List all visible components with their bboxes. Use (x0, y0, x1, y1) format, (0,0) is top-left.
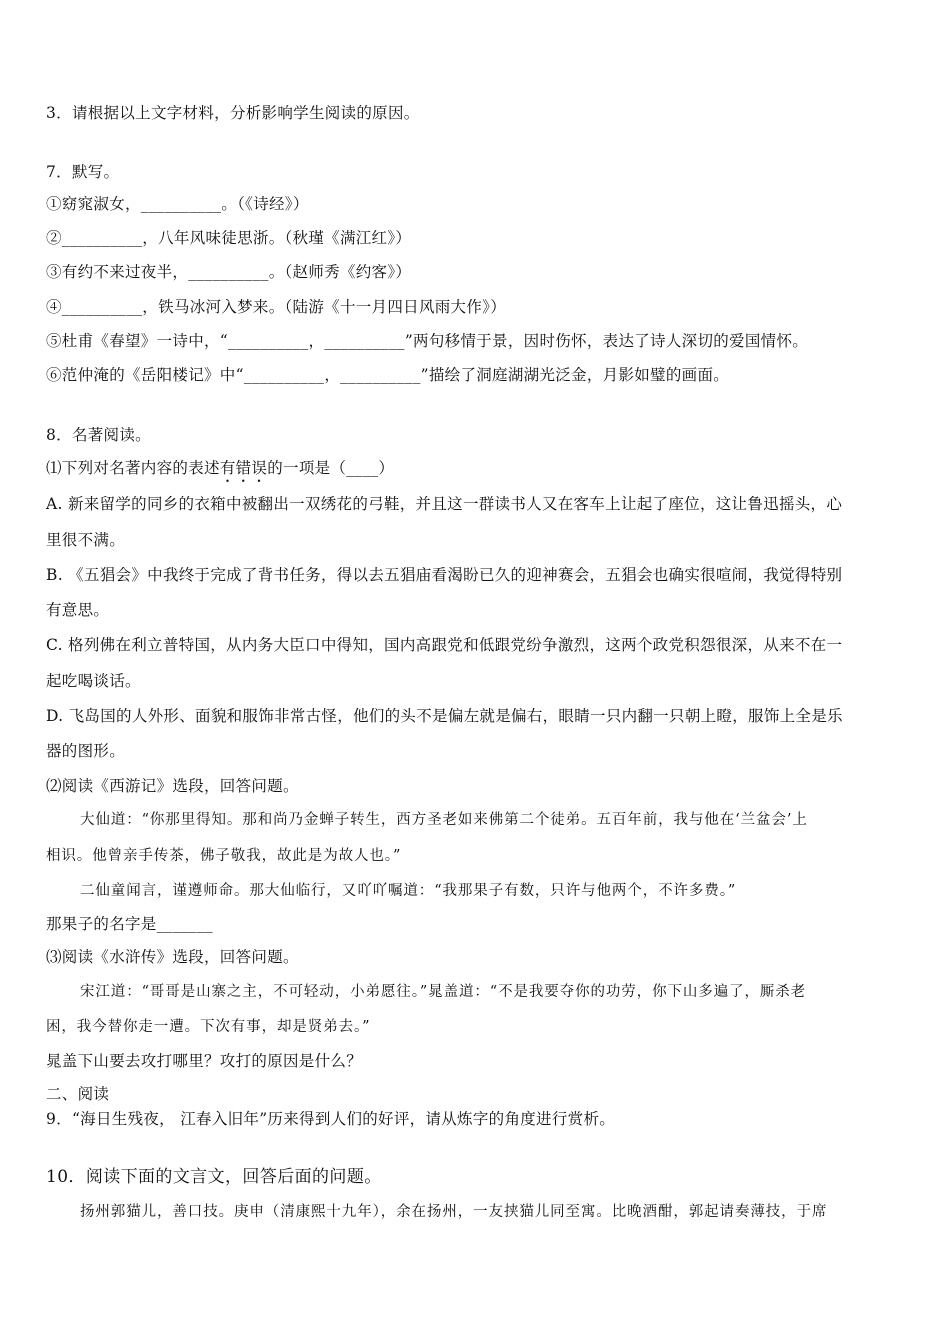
q8-option-d-line-2: 器的图形。 (46, 742, 126, 760)
q7-item-1: ①窈窕淑女，__________。（《诗经》） (46, 195, 309, 213)
q7-item-2: ②__________，八年风味徒思浙。（秋瑾《满江红》） (46, 229, 412, 247)
q8-option-c-line-1: C. 格列佛在利立普特国，从内务大臣口中得知，国内高跟党和低跟党纷争激烈，这两个政党积怨很深，从来不在一 (46, 636, 843, 654)
xiyou-excerpt-line-1: 大仙道：“你那里得知。那和尚乃金蝉子转生，西方圣老如来佛第二个徒弟。五百年前，我与他在‘兰盆会’上 (80, 812, 808, 828)
shuihu-excerpt-line-1: 宋江道：“哥哥是山寨之主，不可轻动，小弟愿往。”晁盖道：“不是我要夺你的功劳，你下山多遍了，厮杀老 (80, 984, 807, 1000)
q7-item-5: ⑤杜甫《春望》一诗中，“__________，__________”两句移情于景，因时伤怀，表达了诗人深切的爱国情怀。 (46, 332, 809, 350)
section-reading-heading: 二、阅读 (46, 1085, 110, 1103)
question-10-title: 10．阅读下面的文言文，回答后面的问题。 (46, 1167, 382, 1187)
q8-part-1-emphasis: 有错误 (219, 459, 268, 477)
shuihu-excerpt-line-2: 困，我今替你走一遭。下次有事，却是贤弟去。” (46, 1019, 371, 1035)
xiyou-excerpt-line-2: 相识。他曾亲手传茶，佛子敬我，故此是为故人也。” (46, 848, 402, 864)
q7-item-6: ⑥范仲淹的《岳阳楼记》中“__________，__________”描绘了洞庭湖湖光泛金，月影如璧的画面。 (46, 366, 730, 384)
q8-option-a-line-2: 里很不满。 (46, 531, 126, 549)
q8-part-1-blank: 的一项是（____） (267, 459, 395, 477)
question-3: 3．请根据以上文字材料，分析影响学生阅读的原因。 (46, 104, 420, 122)
q7-item-4: ④__________，铁马冰河入梦来。（陆游《十一月四日风雨大作》） (46, 298, 507, 316)
q10-passage-line-1: 扬州郭猫儿，善口技。庚申（清康熙十九年），余在扬州，一友挟猫儿同至寓。比晚酒酣，郭起请奏薄技，于席 (80, 1204, 828, 1220)
question-9: 9．“海日生残夜， 江春入旧年”历来得到人们的好评，请从炼字的角度进行赏析。 (46, 1110, 616, 1128)
shuihu-question: 晁盖下山要去攻打哪里？攻打的原因是什么？ (46, 1052, 363, 1070)
q7-item-3: ③有约不来过夜半，__________。（赵师秀《约客》） (46, 263, 412, 281)
q8-part-1-text: ⑴下列对名著内容的表述 (46, 459, 220, 477)
question-8-title: 8．名著阅读。 (46, 426, 151, 444)
q8-option-c-line-2: 起吃喝谈话。 (46, 672, 141, 690)
q8-part-3: ⑶阅读《水浒传》选段，回答问题。 (46, 948, 299, 966)
q8-option-b-line-1: B. 《五猖会》中我终于完成了背书任务，得以去五猖庙看渴盼已久的迎神赛会，五猖会也确实很喧闹，我觉得特别 (46, 566, 843, 584)
xiyou-question: 那果子的名字是_______ (46, 915, 213, 933)
q8-option-d-line-1: D. 飞岛国的人外形、面貌和服饰非常古怪，他们的头不是偏左就是偏右，眼睛一只内翻一只朝上瞪，服饰上全是乐 (46, 707, 843, 725)
q8-part-1 (46, 458, 394, 486)
question-7-title: 7．默写。 (46, 163, 120, 181)
q8-part-2: ⑵阅读《西游记》选段，回答问题。 (46, 777, 299, 795)
q8-option-a-line-1: A. 新来留学的同乡的衣箱中被翻出一双绣花的弓鞋，并且这一群读书人又在客车上让起了座位，这让鲁迅摇头，心 (46, 495, 843, 513)
q8-option-b-line-2: 有意思。 (46, 601, 110, 619)
xiyou-excerpt-line-3: 二仙童闻言，谨遵师命。那大仙临行，又吖吖嘱道：“我那果子有数，只许与他两个，不许多费。” (80, 883, 737, 899)
